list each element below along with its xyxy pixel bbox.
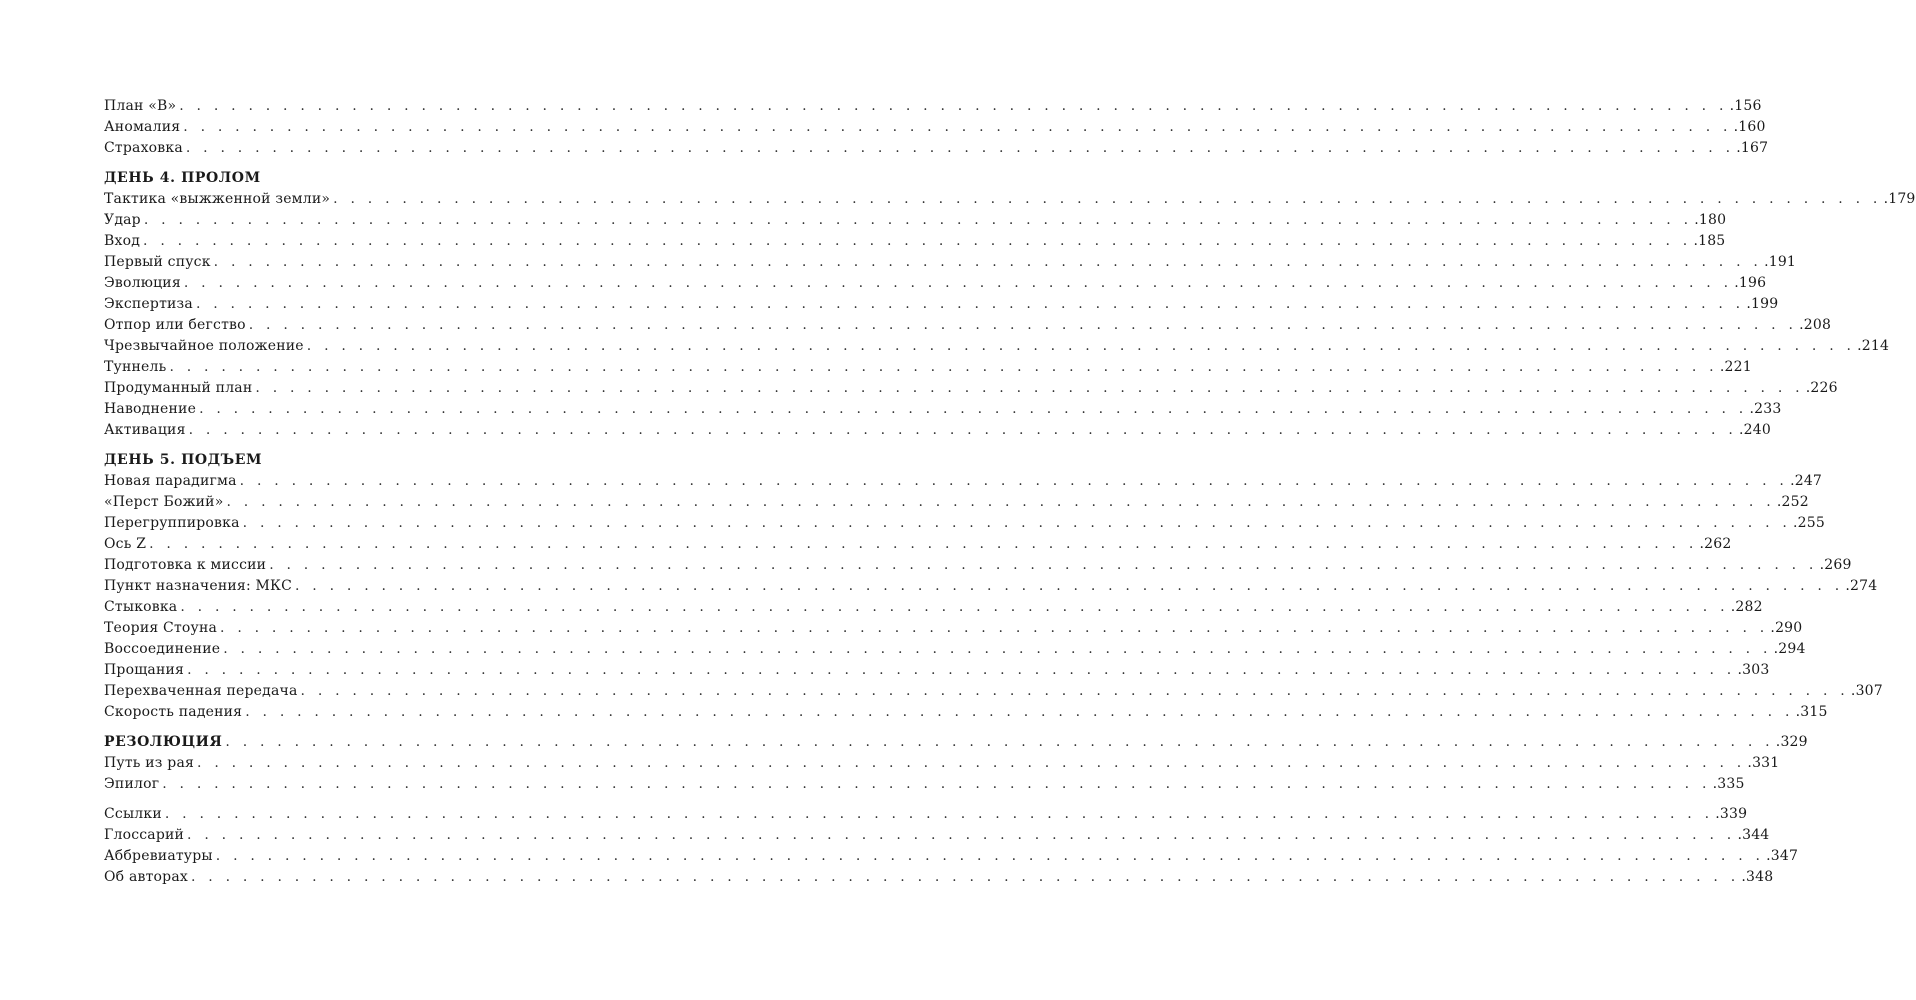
toc-entry — [104, 555, 1852, 576]
toc-entry — [104, 471, 1823, 492]
toc-entry — [104, 231, 1726, 252]
toc-entry — [104, 804, 1748, 825]
toc-group — [104, 804, 1799, 888]
entry-page: .191 — [1764, 254, 1797, 270]
leader-dots: . . . . . . . . . . . . . . . . . . . . . . . . . . . . . . . . . . . . . . . . . . . . . . . . . . . . . . . . . . . . . . . . . . . . . . . . . . . . . . . . . . . . . . . . . . — [143, 233, 1692, 249]
leader-dots: . . . . . . . . . . . . . . . . . . . . . . . . . . . . . . . . . . . . . . . . . . . . . . . . . . . . . . . . . . . . . . . . . . . . . . . . . . . . . . . . . . . . . . . . . . — [226, 494, 1775, 510]
toc-entry — [104, 492, 1809, 513]
entry-page: .262 — [1699, 536, 1732, 552]
toc-entry — [104, 378, 1838, 399]
entry-title: Аномалия — [104, 119, 181, 135]
entry-title: Ось Z — [104, 536, 147, 552]
entry-page: .331 — [1747, 755, 1780, 771]
entry-title: Эволюция — [104, 275, 181, 291]
entry-title: Первый спуск — [104, 254, 211, 270]
entry-title: Об авторах — [104, 869, 188, 885]
leader-dots: . . . . . . . . . . . . . . . . . . . . . . . . . . . . . . . . . . . . . . . . . . . . . . . . . . . . . . . . . . . . . . . . . . . . . . . . . . . . . . . . . . . . . . . . . . — [179, 98, 1728, 114]
leader-dots: . . . . . . . . . . . . . . . . . . . . . . . . . . . . . . . . . . . . . . . . . . . . . . . . . . . . . . . . . . . . . . . . . . . . . . . . . . . . . . . . . . . . . . . . . . — [185, 140, 1735, 156]
toc-entry — [104, 336, 1890, 357]
leader-dots: . . . . . . . . . . . . . . . . . . . . . . . . . . . . . . . . . . . . . . . . . . . . . . . . . . . . . . . . . . . . . . . . . . . . . . . . . . . . . . . . . . . . . . . . . . — [169, 359, 1718, 375]
toc-entry — [104, 210, 1727, 231]
table-of-contents — [104, 96, 1916, 888]
leader-dots: . . . . . . . . . . . . . . . . . . . . . . . . . . . . . . . . . . . . . . . . . . . . . . . . . . . . . . . . . . . . . . . . . . . . . . . . . . . . . . . . . . . . . . . . . . — [180, 599, 1729, 615]
leader-dots: . . . . . . . . . . . . . . . . . . . . . . . . . . . . . . . . . . . . . . . . . . . . . . . . . . . . . . . . . . . . . . . . . . . . . . . . . . . . . . . . . . . . . . . . . . — [225, 734, 1774, 750]
entry-page: .233 — [1749, 401, 1782, 417]
toc-entry-part — [104, 732, 1808, 753]
toc-entry — [104, 96, 1762, 117]
toc-entry — [104, 597, 1763, 618]
toc-entry — [104, 117, 1766, 138]
leader-dots: . . . . . . . . . . . . . . . . . . . . . . . . . . . . . . . . . . . . . . . . . . . . . . . . . . . . . . . . . . . . . . . . . . . . . . . . . . . . . . . . . . . . . . . . . . — [223, 641, 1772, 657]
entry-page: .269 — [1819, 557, 1852, 573]
entry-title: Чрезвычайное положение — [104, 338, 304, 354]
leader-dots: . . . . . . . . . . . . . . . . . . . . . . . . . . . . . . . . . . . . . . . . . . . . . . . . . . . . . . . . . . . . . . . . . . . . . . . . . . . . . . . . . . . . . . . . . . — [239, 473, 1789, 489]
leader-dots: . . . . . . . . . . . . . . . . . . . . . . . . . . . . . . . . . . . . . . . . . . . . . . . . . . . . . . . . . . . . . . . . . . . . . . . . . . . . . . . . . . . . . . . . . . — [220, 620, 1769, 636]
entry-page: .347 — [1766, 848, 1799, 864]
leader-dots: . . . . . . . . . . . . . . . . . . . . . . . . . . . . . . . . . . . . . . . . . . . . . . . . . . . . . . . . . . . . . . . . . . . . . . . . . . . . . . . . . . . . . . . . . . — [248, 317, 1798, 333]
toc-entry — [104, 399, 1782, 420]
entry-title: РЕЗОЛЮЦИЯ — [104, 734, 223, 750]
leader-dots: . . . . . . . . . . . . . . . . . . . . . . . . . . . . . . . . . . . . . . . . . . . . . . . . . . . . . . . . . . . . . . . . . . . . . . . . . . . . . . . . . . . . . . . . . . — [213, 254, 1763, 270]
section-heading: ДЕНЬ 4. ПРОЛОМ — [104, 170, 261, 186]
toc-entry — [104, 576, 1878, 597]
entry-title: Эпилог — [104, 776, 160, 792]
entry-title: Глоссарий — [104, 827, 185, 843]
entry-title: Продуманный план — [104, 380, 253, 396]
entry-title: Вход — [104, 233, 141, 249]
leader-dots: . . . . . . . . . . . . . . . . . . . . . . . . . . . . . . . . . . . . . . . . . . . . . . . . . . . . . . . . . . . . . . . . . . . . . . . . . . . . . . . . . . . . . . . . . . — [269, 557, 1818, 573]
entry-page: .221 — [1719, 359, 1752, 375]
entry-page: .208 — [1799, 317, 1832, 333]
leader-dots: . . . . . . . . . . . . . . . . . . . . . . . . . . . . . . . . . . . . . . . . . . . . . . . . . . . . . . . . . . . . . . . . . . . . . . . . . . . . . . . . . . . . . . . . . . — [143, 212, 1693, 228]
entry-page: .329 — [1775, 734, 1808, 750]
entry-page: .252 — [1776, 494, 1809, 510]
entry-title: Теория Стоуна — [104, 620, 218, 636]
entry-page: .160 — [1733, 119, 1766, 135]
entry-title: Перехваченная передача — [104, 683, 298, 699]
entry-title: Экспертиза — [104, 296, 193, 312]
section-heading: ДЕНЬ 5. ПОДЪЕМ — [104, 452, 263, 468]
entry-title: Туннель — [104, 359, 167, 375]
toc-entry — [104, 294, 1779, 315]
leader-dots: . . . . . . . . . . . . . . . . . . . . . . . . . . . . . . . . . . . . . . . . . . . . . . . . . . . . . . . . . . . . . . . . . . . . . . . . . . . . . . . . . . . . . . . . . . — [187, 662, 1736, 678]
entry-page: .274 — [1845, 578, 1878, 594]
entry-page: .185 — [1693, 233, 1726, 249]
entry-page: .348 — [1741, 869, 1774, 885]
toc-group — [104, 168, 1916, 441]
toc-entry — [104, 138, 1769, 159]
toc-entry — [104, 618, 1803, 639]
toc-entry — [104, 825, 1770, 846]
entry-title: Аббревиатуры — [104, 848, 213, 864]
leader-dots: . . . . . . . . . . . . . . . . . . . . . . . . . . . . . . . . . . . . . . . . . . . . . . . . . . . . . . . . . . . . . . . . . . . . . . . . . . . . . . . . . . . . . . . . . . — [197, 755, 1746, 771]
toc-entry — [104, 867, 1774, 888]
entry-title: Путь из рая — [104, 755, 195, 771]
toc-group — [104, 732, 1808, 795]
toc-entry — [104, 753, 1780, 774]
toc-entry — [104, 420, 1771, 441]
entry-page: .167 — [1736, 140, 1769, 156]
entry-page: .226 — [1805, 380, 1838, 396]
entry-page: .344 — [1737, 827, 1770, 843]
leader-dots: . . . . . . . . . . . . . . . . . . . . . . . . . . . . . . . . . . . . . . . . . . . . . . . . . . . . . . . . . . . . . . . . . . . . . . . . . . . . . . . . . . . . . . . . . . — [295, 578, 1844, 594]
entry-page: .240 — [1739, 422, 1771, 438]
entry-title: Новая парадигма — [104, 473, 237, 489]
leader-dots: . . . . . . . . . . . . . . . . . . . . . . . . . . . . . . . . . . . . . . . . . . . . . . . . . . . . . . . . . . . . . . . . . . . . . . . . . . . . . . . . . . . . . . . . . . — [199, 401, 1748, 417]
entry-title: Перегруппировка — [104, 515, 240, 531]
toc-entry — [104, 189, 1916, 210]
entry-title: Скорость падения — [104, 704, 243, 720]
leader-dots: . . . . . . . . . . . . . . . . . . . . . . . . . . . . . . . . . . . . . . . . . . . . . . . . . . . . . . . . . . . . . . . . . . . . . . . . . . . . . . . . . . . . . . . . . . — [195, 296, 1745, 312]
toc-group — [104, 96, 1769, 159]
entry-title: Воссоединение — [104, 641, 221, 657]
entry-page: .339 — [1715, 806, 1748, 822]
entry-page: .255 — [1793, 515, 1826, 531]
leader-dots: . . . . . . . . . . . . . . . . . . . . . . . . . . . . . . . . . . . . . . . . . . . . . . . . . . . . . . . . . . . . . . . . . . . . . . . . . . . . . . . . . . . . . . . . . . — [255, 380, 1804, 396]
entry-page: .282 — [1730, 599, 1763, 615]
entry-page: .156 — [1729, 98, 1762, 114]
leader-dots: . . . . . . . . . . . . . . . . . . . . . . . . . . . . . . . . . . . . . . . . . . . . . . . . . . . . . . . . . . . . . . . . . . . . . . . . . . . . . . . . . . . . . . . . . . — [164, 806, 1714, 822]
toc-entry — [104, 315, 1832, 336]
toc-entry — [104, 774, 1745, 795]
leader-dots: . . . . . . . . . . . . . . . . . . . . . . . . . . . . . . . . . . . . . . . . . . . . . . . . . . . . . . . . . . . . . . . . . . . . . . . . . . . . . . . . . . . . . . . . . . — [188, 422, 1738, 438]
entry-page: .315 — [1795, 704, 1828, 720]
entry-page: .196 — [1734, 275, 1767, 291]
toc-entry — [104, 702, 1828, 723]
toc-entry — [104, 639, 1806, 660]
entry-page: .335 — [1712, 776, 1745, 792]
leader-dots: . . . . . . . . . . . . . . . . . . . . . . . . . . . . . . . . . . . . . . . . . . . . . . . . . . . . . . . . . . . . . . . . . . . . . . . . . . . . . . . . . . . . . . . . . . — [149, 536, 1698, 552]
leader-dots: . . . . . . . . . . . . . . . . . . . . . . . . . . . . . . . . . . . . . . . . . . . . . . . . . . . . . . . . . . . . . . . . . . . . . . . . . . . . . . . . . . . . . . . . . . — [183, 119, 1732, 135]
entry-title: Прощания — [104, 662, 185, 678]
leader-dots: . . . . . . . . . . . . . . . . . . . . . . . . . . . . . . . . . . . . . . . . . . . . . . . . . . . . . . . . . . . . . . . . . . . . . . . . . . . . . . . . . . . . . . . . . . — [333, 191, 1882, 207]
entry-title: Стыковка — [104, 599, 178, 615]
leader-dots: . . . . . . . . . . . . . . . . . . . . . . . . . . . . . . . . . . . . . . . . . . . . . . . . . . . . . . . . . . . . . . . . . . . . . . . . . . . . . . . . . . . . . . . . . . — [162, 776, 1711, 792]
toc-entry — [104, 681, 1883, 702]
entry-title: Пункт назначения: МКС — [104, 578, 292, 594]
toc-group — [104, 450, 1883, 723]
leader-dots: . . . . . . . . . . . . . . . . . . . . . . . . . . . . . . . . . . . . . . . . . . . . . . . . . . . . . . . . . . . . . . . . . . . . . . . . . . . . . . . . . . . . . . . . . . — [245, 704, 1794, 720]
toc-entry — [104, 660, 1770, 681]
leader-dots: . . . . . . . . . . . . . . . . . . . . . . . . . . . . . . . . . . . . . . . . . . . . . . . . . . . . . . . . . . . . . . . . . . . . . . . . . . . . . . . . . . . . . . . . . . — [187, 827, 1736, 843]
toc-entry — [104, 273, 1767, 294]
leader-dots: . . . . . . . . . . . . . . . . . . . . . . . . . . . . . . . . . . . . . . . . . . . . . . . . . . . . . . . . . . . . . . . . . . . . . . . . . . . . . . . . . . . . . . . . . . — [183, 275, 1733, 291]
entry-page: .294 — [1773, 641, 1806, 657]
entry-page: .199 — [1746, 296, 1779, 312]
entry-page: .307 — [1850, 683, 1883, 699]
toc-entry — [104, 357, 1752, 378]
entry-title: Удар — [104, 212, 141, 228]
entry-page: .179 — [1883, 191, 1916, 207]
leader-dots: . . . . . . . . . . . . . . . . . . . . . . . . . . . . . . . . . . . . . . . . . . . . . . . . . . . . . . . . . . . . . . . . . . . . . . . . . . . . . . . . . . . . . . . . . . — [242, 515, 1792, 531]
entry-title: Активация — [104, 422, 186, 438]
entry-title: План «B» — [104, 98, 177, 114]
entry-title: Тактика «выжженной земли» — [104, 191, 331, 207]
entry-title: Ссылки — [104, 806, 162, 822]
entry-title: Страховка — [104, 140, 183, 156]
leader-dots: . . . . . . . . . . . . . . . . . . . . . . . . . . . . . . . . . . . . . . . . . . . . . . . . . . . . . . . . . . . . . . . . . . . . . . . . . . . . . . . . . . . . . . . . . . — [306, 338, 1856, 354]
entry-page: .247 — [1790, 473, 1823, 489]
toc-entry — [104, 513, 1826, 534]
entry-title: Отпор или бегство — [104, 317, 246, 333]
leader-dots: . . . . . . . . . . . . . . . . . . . . . . . . . . . . . . . . . . . . . . . . . . . . . . . . . . . . . . . . . . . . . . . . . . . . . . . . . . . . . . . . . . . . . . . . . . — [215, 848, 1765, 864]
entry-page: .180 — [1694, 212, 1727, 228]
toc-entry — [104, 534, 1732, 555]
leader-dots: . . . . . . . . . . . . . . . . . . . . . . . . . . . . . . . . . . . . . . . . . . . . . . . . . . . . . . . . . . . . . . . . . . . . . . . . . . . . . . . . . . . . . . . . . . — [300, 683, 1849, 699]
entry-title: Наводнение — [104, 401, 197, 417]
entry-title: «Перст Божий» — [104, 494, 224, 510]
entry-page: .303 — [1737, 662, 1770, 678]
toc-entry — [104, 846, 1799, 867]
entry-page: .290 — [1770, 620, 1803, 636]
leader-dots: . . . . . . . . . . . . . . . . . . . . . . . . . . . . . . . . . . . . . . . . . . . . . . . . . . . . . . . . . . . . . . . . . . . . . . . . . . . . . . . . . . . . . . . . . . — [190, 869, 1740, 885]
toc-entry — [104, 252, 1797, 273]
entry-title: Подготовка к миссии — [104, 557, 267, 573]
entry-page: .214 — [1857, 338, 1890, 354]
